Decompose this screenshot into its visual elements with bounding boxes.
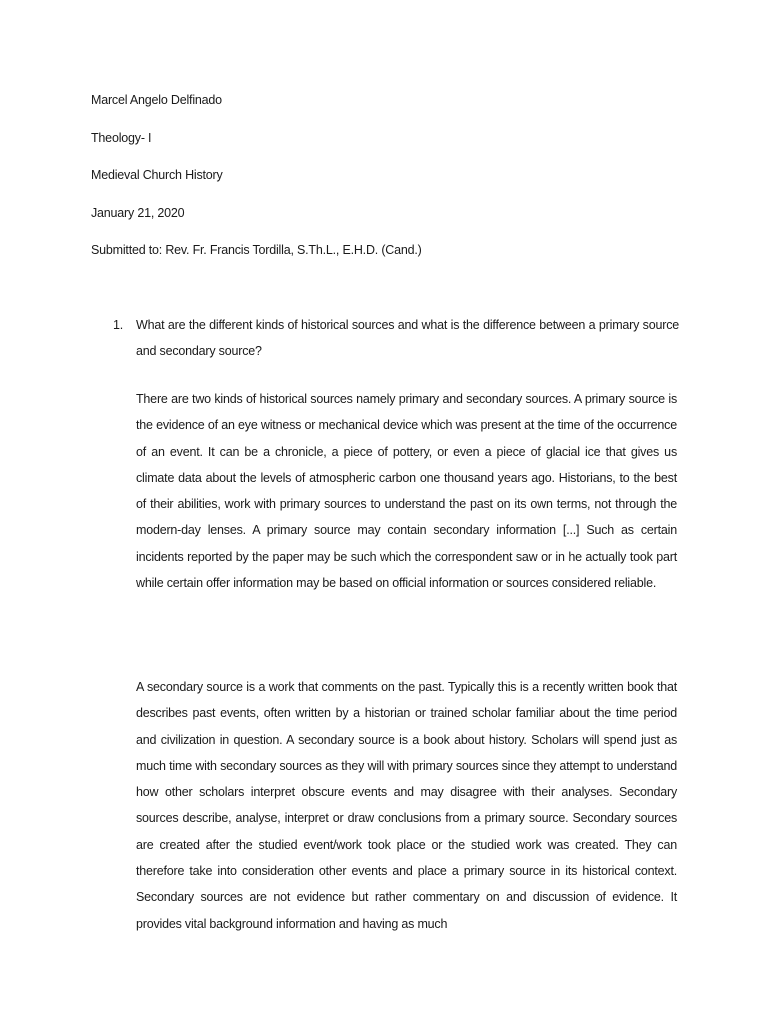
document-header [91, 92, 691, 280]
answer-paragraph-primary: There are two kinds of historical sources namely primary and secondary sources. A primary source is the evidence of an eye witness or mechanical device which was present at the time of the occurrence of an event. It can be a chronicle, a piece of pottery, or even a piece of glacial ice that gives us climate data about the levels of atmospheric carbon one thousand years ago. Historians, to the best of their abilities, work with primary sources to understand the past on its own terms, not through the modern-day lenses. A primary source may contain secondary information [...] Such as certain incidents reported by the paper may be such which the correspondent saw or in he actually took part while certain offer information may be based on official information or sources considered reliable. [136, 392, 677, 591]
submission-date: January 21, 2020 [91, 205, 185, 220]
question-number: 1. [113, 318, 124, 332]
submitted-to: Submitted to: Rev. Fr. Francis Tordilla, S.Th.L., E.H.D. (Cand.) [91, 243, 422, 257]
course-name: Theology- I [91, 130, 152, 145]
question-item [113, 312, 679, 365]
question-text: What are the different kinds of historical sources and what is the difference between a primary source and secondary source? [136, 318, 679, 359]
subject-name: Medieval Church History [91, 168, 223, 182]
answer-paragraph-secondary: A secondary source is a work that comments on the past. Typically this is a recently written book that describes past events, often written by a historian or trained scholar familiar about the time period and civilization in question. A secondary source is a book about history. Scholars will spend just as much time with secondary sources as they will with primary sources since they attempt to understand how other scholars interpret obscure events and may disagree with their analyses. Secondary sources describe, analyse, interpret or draw conclusions from a primary source. Secondary sources are created after the studied event/work took place or the studied work was created. They can therefore take into consideration other events and place a primary source in its historical context. Secondary sources are not evidence but rather commentary on and discussion of evidence. It provides vital background information and having as much [136, 680, 677, 931]
author-name: Marcel Angelo Delfinado [91, 93, 222, 107]
